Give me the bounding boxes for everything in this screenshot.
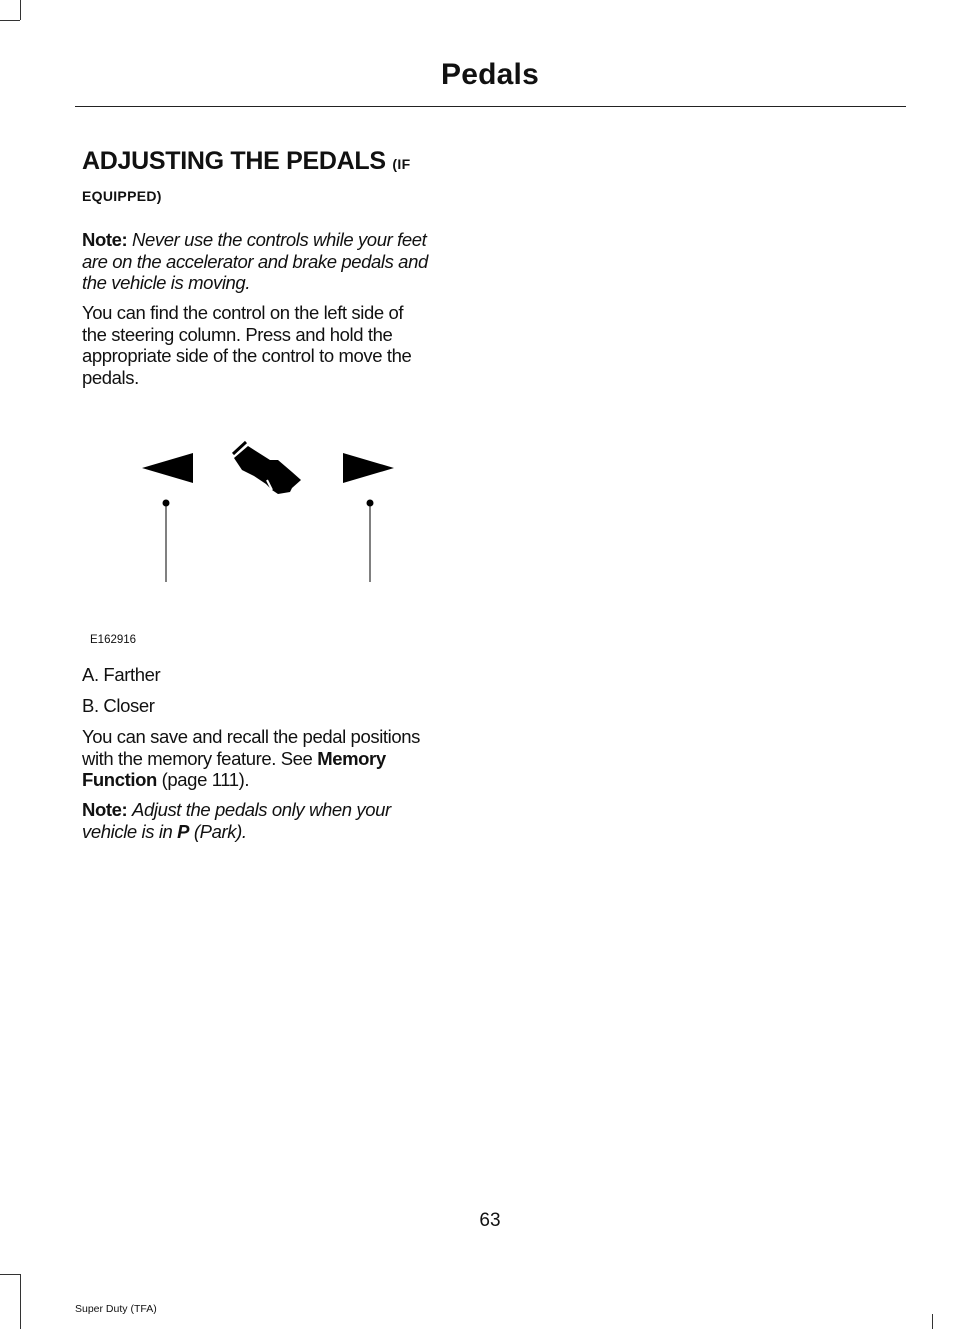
- section-heading-suffix-line2: EQUIPPED): [82, 188, 162, 204]
- note-label: Note:: [82, 229, 128, 250]
- footer-doc-name: Super Duty (TFA): [75, 1303, 157, 1315]
- arrow-left-icon: [142, 453, 193, 483]
- note-text: are on the accelerator and brake pedals and: [82, 250, 428, 272]
- callout-label-a: A. Farther: [82, 664, 161, 685]
- page-reference: (page 111).: [156, 769, 250, 790]
- page-title: Pedals: [441, 58, 539, 91]
- paragraph-line: You can find the control on the left side of: [82, 302, 404, 323]
- callout-line-b: [367, 500, 374, 583]
- body-paragraph: [82, 726, 474, 791]
- paragraph-line: You can save and recall the pedal positions: [82, 726, 420, 747]
- callout-line-a: [163, 500, 170, 583]
- section-heading: [82, 146, 482, 179]
- callout-label-b: B. Closer: [82, 695, 155, 716]
- crop-mark: [20, 1274, 21, 1329]
- body-paragraph: [82, 302, 474, 388]
- crop-mark: [0, 1274, 20, 1275]
- page-number: 63: [479, 1210, 501, 1231]
- crop-mark: [20, 0, 21, 20]
- pedal-foot-icon: [233, 442, 301, 494]
- note-block: [82, 229, 474, 294]
- header-rule: [75, 106, 906, 107]
- cross-reference-link[interactable]: Memory: [317, 747, 386, 769]
- note-label: Note:: [82, 799, 128, 820]
- note-text: Adjust the pedals only when your: [132, 799, 391, 820]
- pedal-control-illustration: [130, 440, 420, 590]
- crop-mark: [932, 1314, 933, 1329]
- section-heading-suffix: (IF: [392, 156, 411, 172]
- note-block: [82, 799, 474, 842]
- paragraph-line: appropriate side of the control to move the: [82, 345, 412, 366]
- note-text: (Park).: [189, 820, 247, 842]
- cross-reference-link[interactable]: Function: [82, 769, 157, 790]
- paragraph-text: with the memory feature. See: [82, 747, 318, 769]
- gear-letter: P: [177, 820, 190, 842]
- section-heading-main: ADJUSTING THE PEDALS: [82, 147, 386, 175]
- note-text: Never use the controls while your feet: [132, 229, 427, 250]
- note-text: the vehicle is moving.: [82, 272, 251, 293]
- paragraph-line: pedals.: [82, 366, 139, 388]
- arrow-right-icon: [343, 453, 394, 483]
- crop-mark: [0, 20, 20, 21]
- note-text: vehicle is in: [82, 820, 178, 842]
- figure-code: E162916: [90, 634, 137, 646]
- paragraph-line: the steering column. Press and hold the: [82, 323, 393, 345]
